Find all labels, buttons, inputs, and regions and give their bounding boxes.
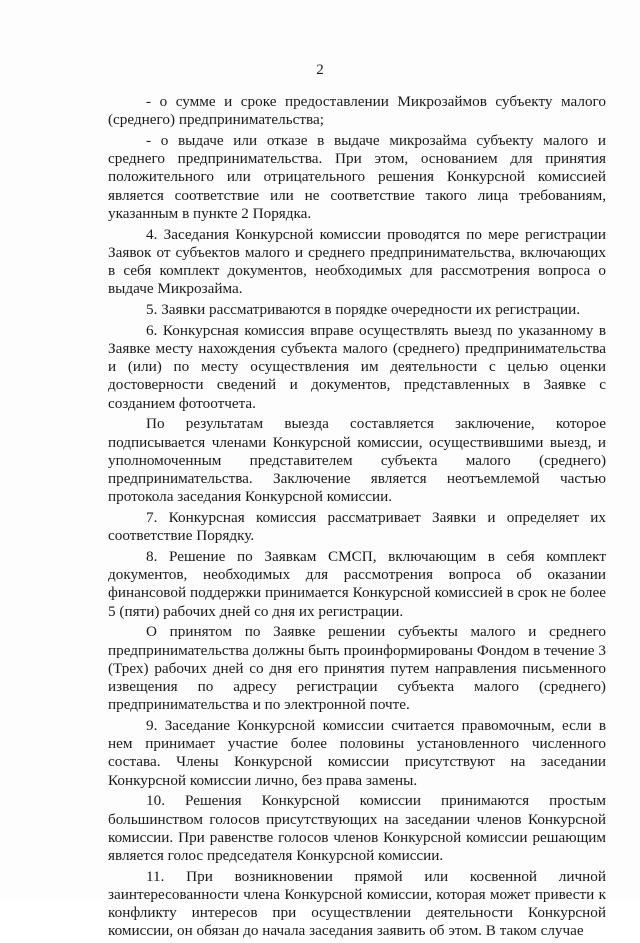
paragraph-microloan-amount: - о сумме и сроке предоставлении Микрозаймов субъекту малого (среднего) предпринимательства; <box>108 93 606 129</box>
paragraph-microloan-decision: - о выдаче или отказе в выдаче микрозайма субъекту малого и среднего предпринимательства. При этом, основанием для принятия положительного или отрицательного решения Конкурсной комиссией является соответствие или не соответствие такого лица требованиям, указанным в пункте 2 Порядка. <box>108 132 606 222</box>
page-number: 2 <box>316 62 324 78</box>
paragraph-item-10: 10. Решения Конкурсной комиссии принимаются простым большинством голосов присутствующих на заседании членов Конкурсной комиссии. При равенстве голосов членов Конкурсной комиссии решающим является голос председателя Конкурсной комиссии. <box>108 792 606 865</box>
paragraph-item-11: 11. При возникновении прямой или косвенной личной заинтересованности члена Конкурсной комиссии, которая может привести к конфликту интересов при осуществлении деятельности Конкурсной комиссии, он обязан до начала заседания заявить об этом. В таком случае <box>108 867 606 940</box>
document-body <box>108 93 606 943</box>
paragraph-item-8: 8. Решение по Заявкам СМСП, включающим в себя комплект документов, необходимых для рассмотрения вопроса об оказании финансовой поддержки принимается Конкурсной комиссией в срок не более 5 (пяти) рабочих дней со дня их регистрации. <box>108 548 606 620</box>
paragraph-site-visit-conclusion: По результатам выезда составляется заключение, которое подписывается членами Конкурсной комиссии, осуществившими выезд, и уполномоченным представителем субъекта малого (среднего) предпринимательства. Заключение является неотъемлемой частью протокола заседания Конкурсной комиссии. <box>108 415 606 506</box>
paragraph-item-9: 9. Заседание Конкурсной комиссии считается правомочным, если в нем принимает участие более половины установленного численного состава. Члены Конкурсной комиссии присутствуют на заседании Конкурсной комиссии лично, без права замены. <box>108 717 606 789</box>
paragraph-item-7: 7. Конкурсная комиссия рассматривает Заявки и определяет их соответствие Порядку. <box>108 509 606 545</box>
paragraph-notification: О принятом по Заявке решении субъекты малого и среднего предпринимательства должны быть проинформированы Фондом в течение 3 (Трех) рабочих дней со дня его принятия путем направления письменного извещения по адресу регистрации субъекта малого (среднего) предпринимательства и по электронной почте. <box>108 623 606 714</box>
paragraph-item-6: 6. Конкурсная комиссия вправе осуществлять выезд по указанному в Заявке месту нахождения субъекта малого (среднего) предпринимательства и (или) по месту осуществления им деятельности с целью оценки достоверности сведений и документов, представленных в Заявке с созданием фотоотчета. <box>108 321 606 412</box>
paragraph-item-4: 4. Заседания Конкурсной комиссии проводятся по мере регистрации Заявок от субъектов малого и среднего предпринимательства, включающих в себя комплект документов, необходимых для рассмотрения вопроса о выдаче Микрозайма. <box>108 225 606 298</box>
paragraph-item-5: 5. Заявки рассматриваются в порядке очередности их регистрации. <box>146 301 581 319</box>
